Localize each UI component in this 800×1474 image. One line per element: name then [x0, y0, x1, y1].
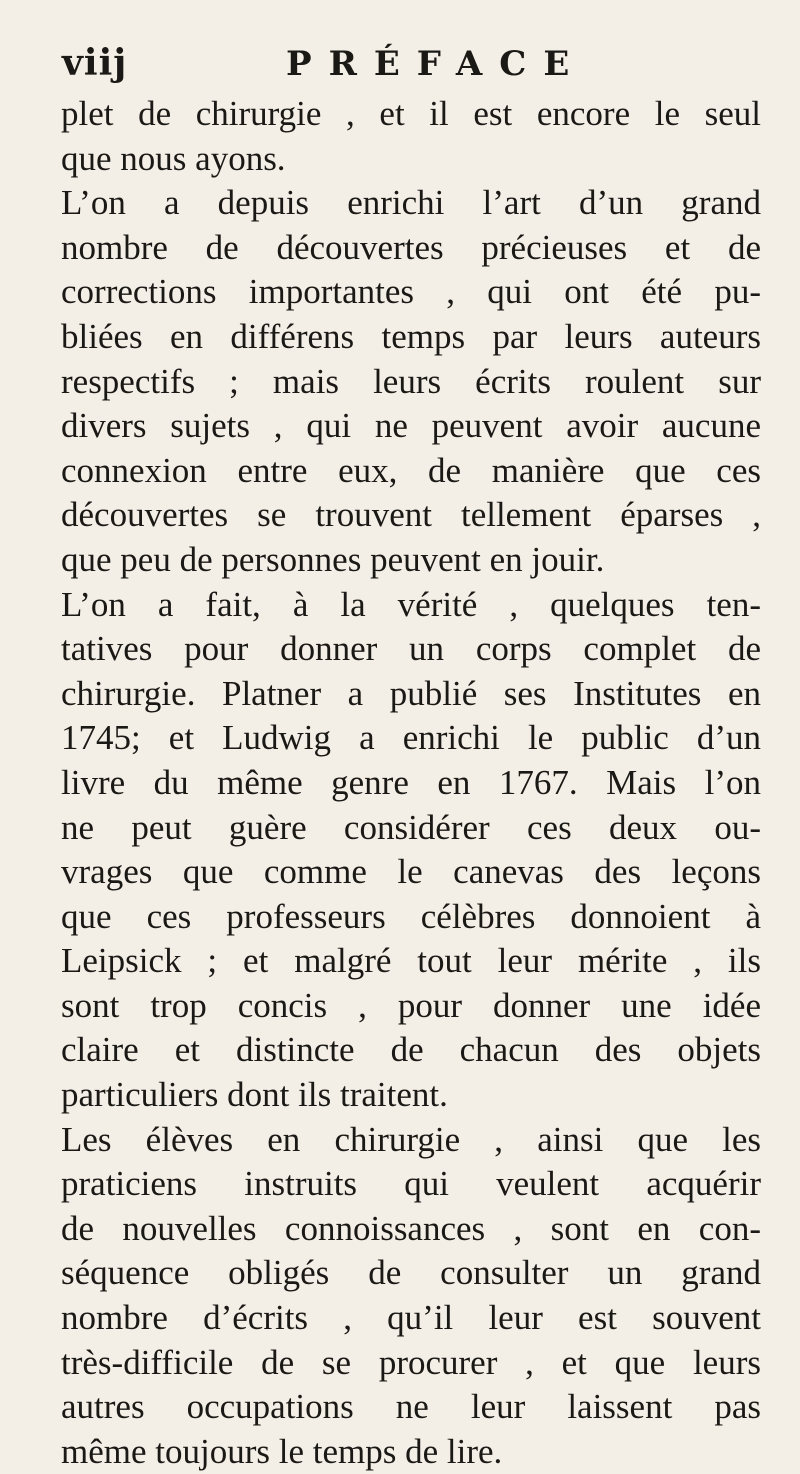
- text-line: nombre d’écrits , qu’il leur est souvent: [61, 1298, 761, 1338]
- text-line: nombre de découvertes précieuses et de: [61, 227, 761, 267]
- text-line: sont trop concis , pour donner une idée: [61, 985, 761, 1025]
- text-line: très-difficile de se procurer , et que leurs: [61, 1342, 761, 1382]
- text-line: divers sujets , qui ne peuvent avoir aucune: [61, 406, 761, 446]
- body-text: [61, 92, 761, 1474]
- text-line: particuliers dont ils traitent.: [61, 1075, 448, 1115]
- text-line: plet de chirurgie , et il est encore le seul: [61, 94, 761, 133]
- text-line: même toujours le temps de lire.: [61, 1431, 503, 1471]
- text-line: bliées en différens temps par leurs auteurs: [61, 316, 761, 356]
- text-line: que ces professeurs célèbres donnoient à: [61, 896, 761, 936]
- text-line: respectifs ; mais leurs écrits roulent sur: [61, 361, 761, 401]
- text-line: chirurgie. Platner a publié ses Institutes en: [61, 673, 761, 713]
- text-line: séquence obligés de consulter un grand: [61, 1253, 761, 1293]
- text-line: vrages que comme le canevas des leçons: [61, 852, 761, 892]
- text-line: claire et distincte de chacun des objets: [61, 1030, 761, 1070]
- text-line: tatives pour donner un corps complet de: [61, 629, 761, 669]
- text-line: 1745; et Ludwig a enrichi le public d’un: [61, 718, 761, 758]
- text-line: praticiens instruits qui veulent acquérir: [61, 1164, 761, 1204]
- text-line: ne peut guère considérer ces deux ou-: [61, 807, 761, 847]
- text-line: L’on a depuis enrichi l’art d’un grand: [61, 183, 761, 223]
- text-line: connexion entre eux, de manière que ces: [61, 450, 761, 490]
- text-line: L’on a fait, à la vérité , quelques ten-: [61, 584, 761, 624]
- page-header: [60, 38, 760, 98]
- text-line: que nous ayons.: [61, 138, 286, 178]
- text-line: découvertes se trouvent tellement éparses ,: [61, 495, 761, 535]
- text-line: de nouvelles connoissances , sont en con-: [61, 1208, 761, 1248]
- text-line: autres occupations ne leur laissent pas: [61, 1387, 761, 1427]
- text-line: Les élèves en chirurgie , ainsi que les: [61, 1119, 761, 1159]
- text-line: livre du même genre en 1767. Mais l’on: [61, 762, 761, 802]
- text-line: que peu de personnes peuvent en jouir.: [61, 539, 605, 579]
- running-title: PRÉFACE: [286, 44, 587, 84]
- text-line: corrections importantes , qui ont été pu-: [61, 272, 761, 312]
- page-number: viij: [62, 42, 128, 84]
- text-line: Leipsick ; et malgré tout leur mérite , ils: [61, 941, 761, 981]
